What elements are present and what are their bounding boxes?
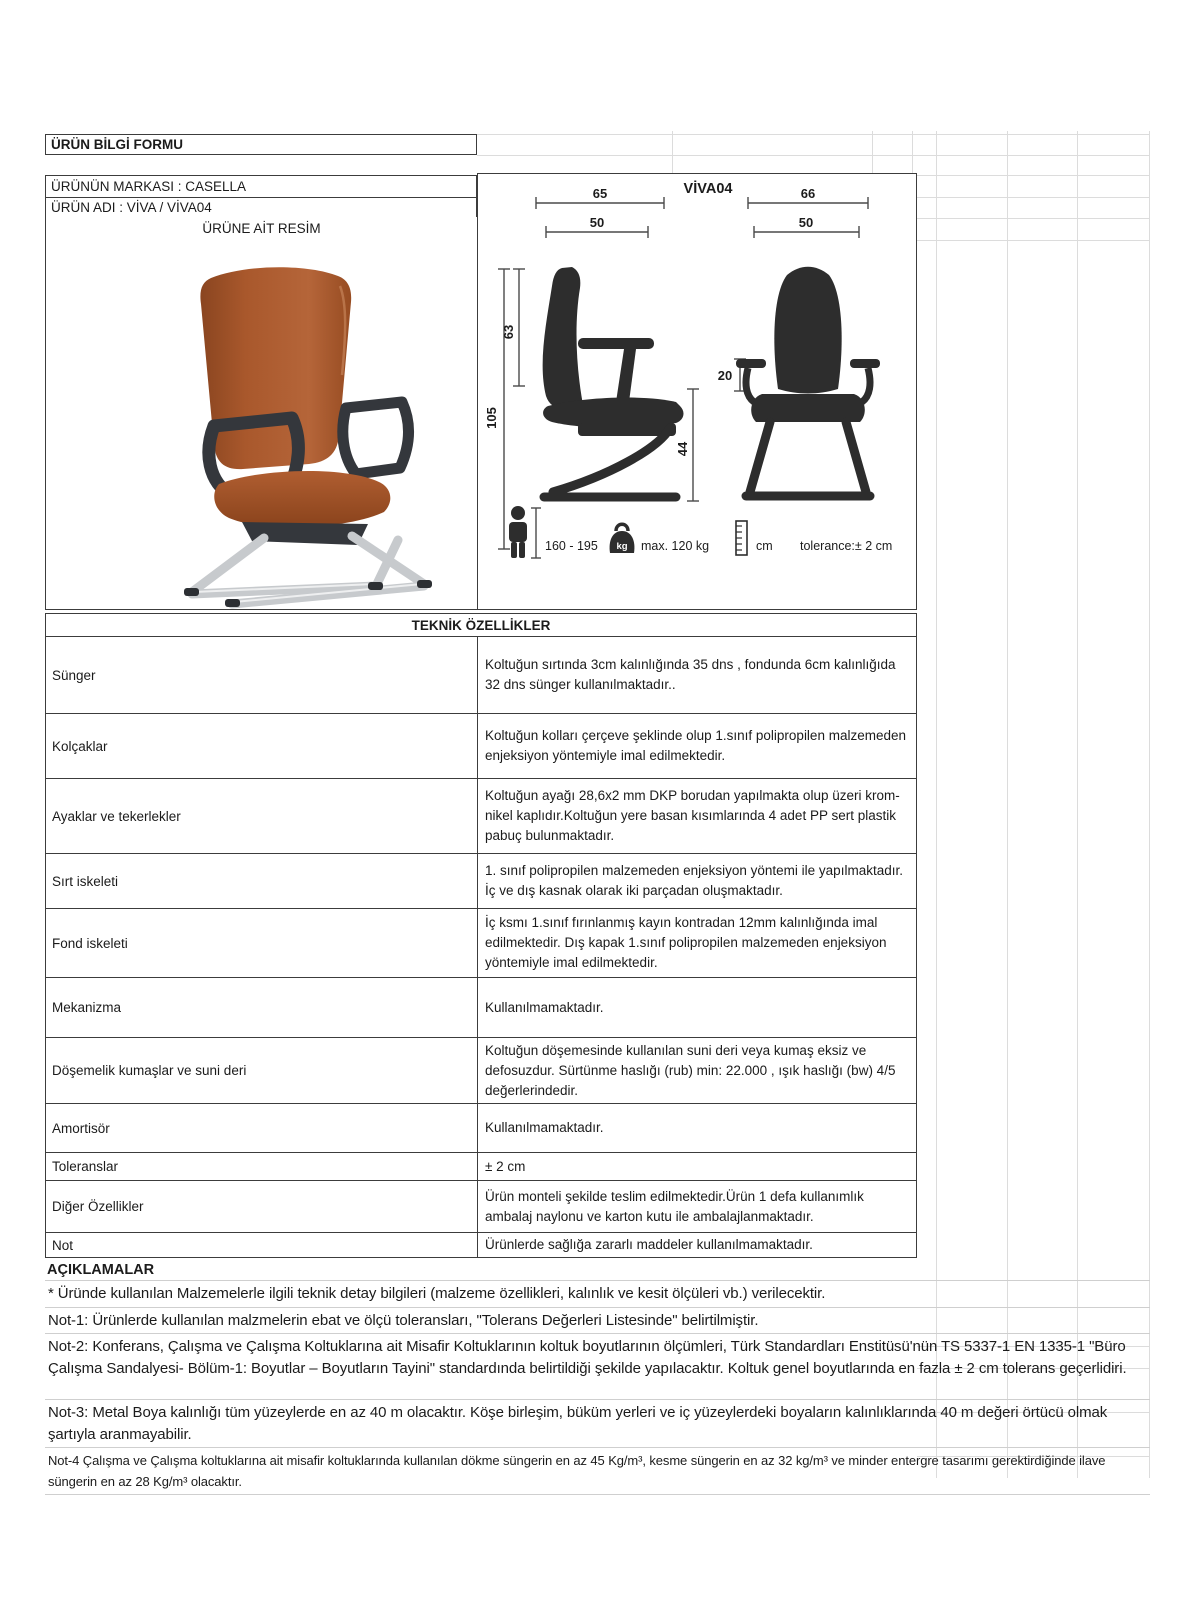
spec-value: İç ksmı 1.sınıf fırınlanmış kayın kontradan 12mm kalınlığında imal edilmektedir. Dış kapak 1.sınıf polipropilen malzemeden enjeksiyon yöntemiyle imal edilmektedir. [485,915,887,970]
spec-label: Sünger [46,637,478,713]
table-row [46,977,916,1037]
ruler-icon [736,521,747,555]
notes-section [45,1281,1150,1495]
note-item: * Üründe kullanılan Malzemelerle ilgili teknik detay bilgileri (malzeme özellikleri, kalınlık ve kesit ölçüleri vb.) verilecektir. [45,1281,1150,1308]
note-item: Not-2: Konferans, Çalışma ve Çalışma Koltuklarına ait Misafir Koltuklarının koltuk boyutlarının ölçümleri, Türk Standardları Enstitüsü'nün TS 5337-1 EN 1335-1 "Büro Çalışma Sandalyesi- Bölüm-1: Boyutlar – Boyutların Tayini" standardında belirtildiği şekilde yapılacaktır. Koltuk genel boyutlarında en fazla ± 2 cm tolerans geçerlidiri. [45,1334,1150,1400]
product-name-cell: ÜRÜN ADI : VİVA / VİVA04 [45,197,477,218]
product-photo-cell [45,240,477,610]
tolerance-label: tolerance:± 2 cm [800,539,893,553]
spec-table [45,637,917,1258]
max-weight-label: max. 120 kg [641,539,710,553]
front-view-silhouette [736,267,880,496]
dim-arm-height: 20 [717,368,733,383]
spec-value: Koltuğun sırtında 3cm kalınlığında 35 dns , fondunda 6cm kalınlığıda 32 dns sünger kullanılmaktadır.. [485,657,896,692]
table-row [46,713,916,778]
table-row [46,853,916,908]
notes-header: AÇIKLAMALAR [45,1259,1150,1281]
grid-line [917,175,1150,176]
spec-label: Toleranslar [46,1153,478,1180]
grid-line [872,131,873,173]
chair-backrest [200,267,351,469]
brand-cell: ÜRÜNÜN MARKASI : CASELLA [45,175,477,198]
note-item: Not-1: Ürünlerde kullanılan malzmelerin ebat ve ölçü toleransları, "Tolerans Değerleri Listesinde" belirtilmiştir. [45,1308,1150,1335]
grid-line [917,240,1150,241]
dim-seat-height: 44 [675,441,690,457]
spec-value: Ürün monteli şekilde teslim edilmektedir.Ürün 1 defa kullanımlık ambalaj naylonu ve karton kutu ile ambalajlanmaktadır. [485,1188,864,1224]
spec-label: Döşemelik kumaşlar ve suni deri [46,1038,478,1103]
side-view-silhouette [543,267,684,497]
dim-front-width-outer: 66 [800,186,816,201]
spec-label: Amortisör [46,1104,478,1152]
spec-value: Ürünlerde sağlığa zararlı maddeler kullanılmamaktadır. [485,1237,813,1252]
spec-label: Kolçaklar [46,714,478,778]
table-row [46,1232,916,1257]
table-row [46,637,916,713]
spec-value: ± 2 cm [485,1158,526,1174]
chair-seat [214,471,390,527]
spec-value: Kullanılmamaktadır. [485,1120,604,1135]
spec-value: Kullanılmamaktadır. [485,999,604,1015]
table-row [46,1180,916,1232]
product-photo [46,240,478,610]
unit-label: cm [756,539,773,553]
table-row [46,1037,916,1103]
grid-line [477,134,1150,135]
dim-front-width-inner: 50 [798,215,814,230]
spec-label: Not [46,1233,478,1257]
spec-value: Koltuğun kolları çerçeve şeklinde olup 1.sınıf polipropilen malzemeden enjeksiyon yöntemiyle imal edilmektedir. [485,728,906,763]
spec-label: Fond iskeleti [46,909,478,977]
note-item: Not-4 Çalışma ve Çalışma koltuklarına ait misafir koltuklarında kullanılan dökme süngerin en az 45 Kg/m³, kesme süngerin en az 32 kg/m³ ve minder entergre tasarımı gerektirdiğinde ilave süngerin en az 28 Kg/m³ olacaktır. [45,1448,1150,1495]
spec-header-cell: TEKNİK ÖZELLİKLER [45,613,917,637]
chrome-base [192,536,424,604]
kg-glyph: kg [616,541,628,552]
spec-label: Ayaklar ve tekerlekler [46,779,478,853]
table-row [46,1152,916,1180]
dim-total-height: 105 [484,407,499,429]
drawing-model-label: VİVA04 [683,181,733,197]
dim-side-width-inner: 50 [589,215,605,230]
right-armrest [343,402,409,474]
spec-value: Koltuğun ayağı 28,6x2 mm DKP borudan yapılmakta olup üzeri krom-nikel kaplıdır.Koltuğun yere basan kısımlarında 4 adet PP sert plastik pabuç bulunmaktadır. [485,788,900,843]
weight-icon [610,524,635,553]
dim-side-width-outer: 65 [592,186,608,201]
legend [509,506,892,558]
spec-label: Sırt iskeleti [46,854,478,908]
grid-line [477,155,1150,156]
technical-drawing-cell [477,173,917,610]
spec-value: Koltuğun döşemesinde kullanılan suni deri veya kumaş eksiz ve defosuzdur. Sürtünme haslığı (rub) min: 22.000 , ışık haslığı (bw) 4/5 değerlerindedir. [485,1042,896,1098]
image-caption-cell: ÜRÜNE AİT RESİM [45,217,477,240]
grid-line [672,131,673,173]
spec-value: 1. sınıf polipropilen malzemeden enjeksiyon yöntemi ile yapılmaktadır. İç ve dış kasnak olarak iki parçadan oluşmaktadır. [485,863,903,898]
spec-label: Mekanizma [46,978,478,1037]
grid-line [917,218,1150,219]
person-icon [509,506,527,558]
table-row [46,1103,916,1152]
table-row [46,908,916,977]
note-item: Not-3: Metal Boya kalınlığı tüm yüzeylerde en az 40 m olacaktır. Köşe birleşim, büküm yerleri ve iç yüzeylerdeki boyaların kalınlıklarında 40 m değeri örtücü olmak şartıyla aranmayabilir. [45,1400,1150,1448]
grid-line [917,197,1150,198]
dim-back-height: 63 [501,324,516,340]
spec-label: Diğer Özellikler [46,1181,478,1232]
photo-chair [184,267,432,607]
form-title-cell: ÜRÜN BİLGİ FORMU [45,134,477,155]
technical-drawing [478,174,915,608]
user-height-label: 160 - 195 [545,539,598,553]
table-row [46,778,916,853]
